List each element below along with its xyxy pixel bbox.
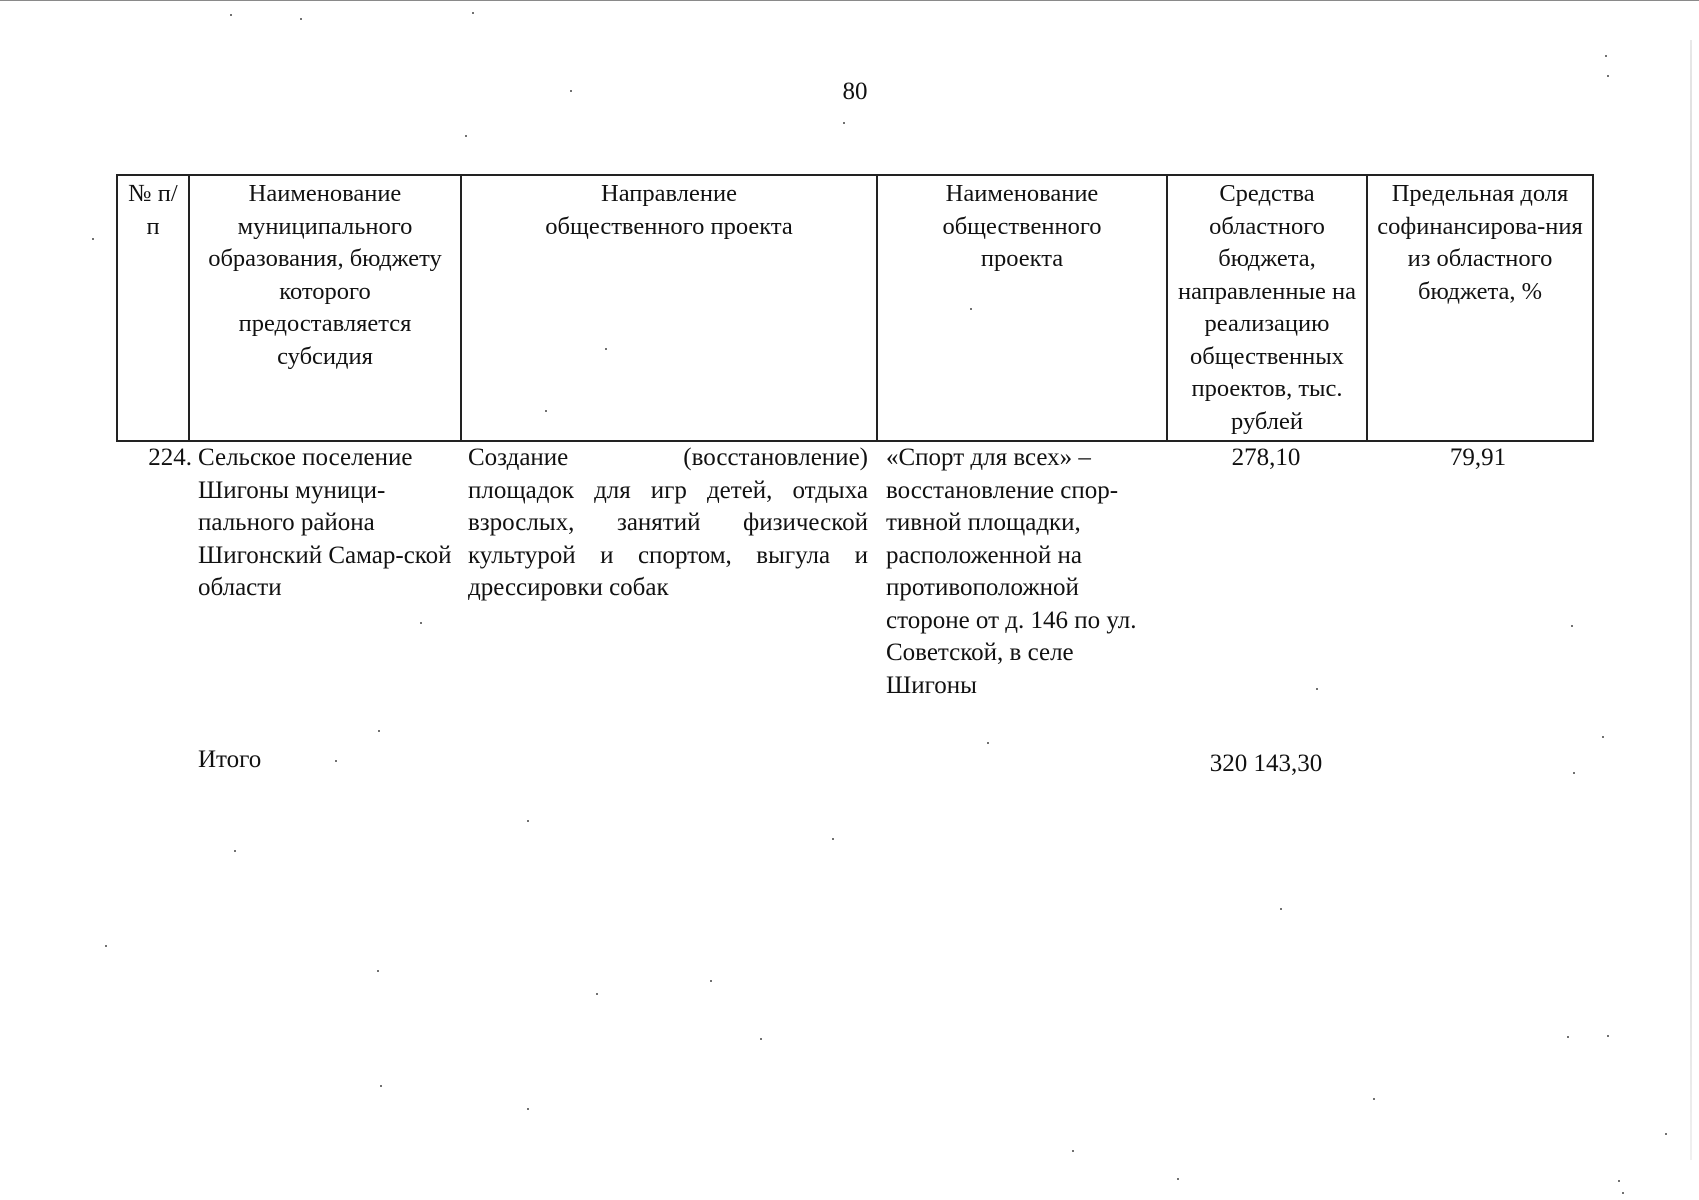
regional-funds-value: 278,10: [1231, 444, 1301, 471]
total-value: 320 143,30: [1209, 750, 1323, 777]
header-direction: Направление общественного проекта: [462, 176, 878, 440]
table-header-row: [116, 174, 1594, 442]
header-number: № п/п: [118, 176, 190, 440]
scan-top-border: [0, 0, 1699, 1]
project-direction: [468, 442, 868, 605]
project-direction-word-2: (восстановление): [683, 444, 868, 471]
header-regional-funds: Средства областного бюджета, направленные на реализацию общественных проектов, тыс. рублей: [1168, 176, 1368, 440]
project-direction-first-line: [468, 442, 868, 475]
header-municipality: Наименование муниципального образования, бюджету которого предоставляется субсидия: [190, 176, 462, 440]
project-direction-text: площадок для игр детей, отдыха взрослых, занятий физической культурой и спортом, выгула и дрессировки собак: [468, 476, 868, 601]
project-direction-word-1: Создание: [468, 444, 569, 471]
row-number: 224.: [148, 444, 192, 471]
cofinancing-share-value: 79,91: [1449, 444, 1507, 471]
page-number: 80: [842, 78, 868, 105]
total-row: [116, 746, 1594, 786]
header-project-name: Наименование общественного проекта: [878, 176, 1168, 440]
table-row: [116, 442, 1594, 742]
project-name: «Спорт для всех» – восстановление спор-тивной площадки, расположенной на противоположной стороне от д. 146 по ул. Советской, в селе Шигоны: [886, 444, 1137, 699]
total-label: Итого: [198, 746, 262, 773]
scan-right-edge-shadow: [1690, 40, 1692, 1160]
subsidy-table: [116, 174, 1594, 786]
municipality-name: Сельское поселение Шигоны муници-пального района Шигонский Самар-ской области: [198, 444, 452, 601]
header-cofinancing-share: Предельная доля софинансирова-ния из областного бюджета, %: [1377, 180, 1583, 305]
